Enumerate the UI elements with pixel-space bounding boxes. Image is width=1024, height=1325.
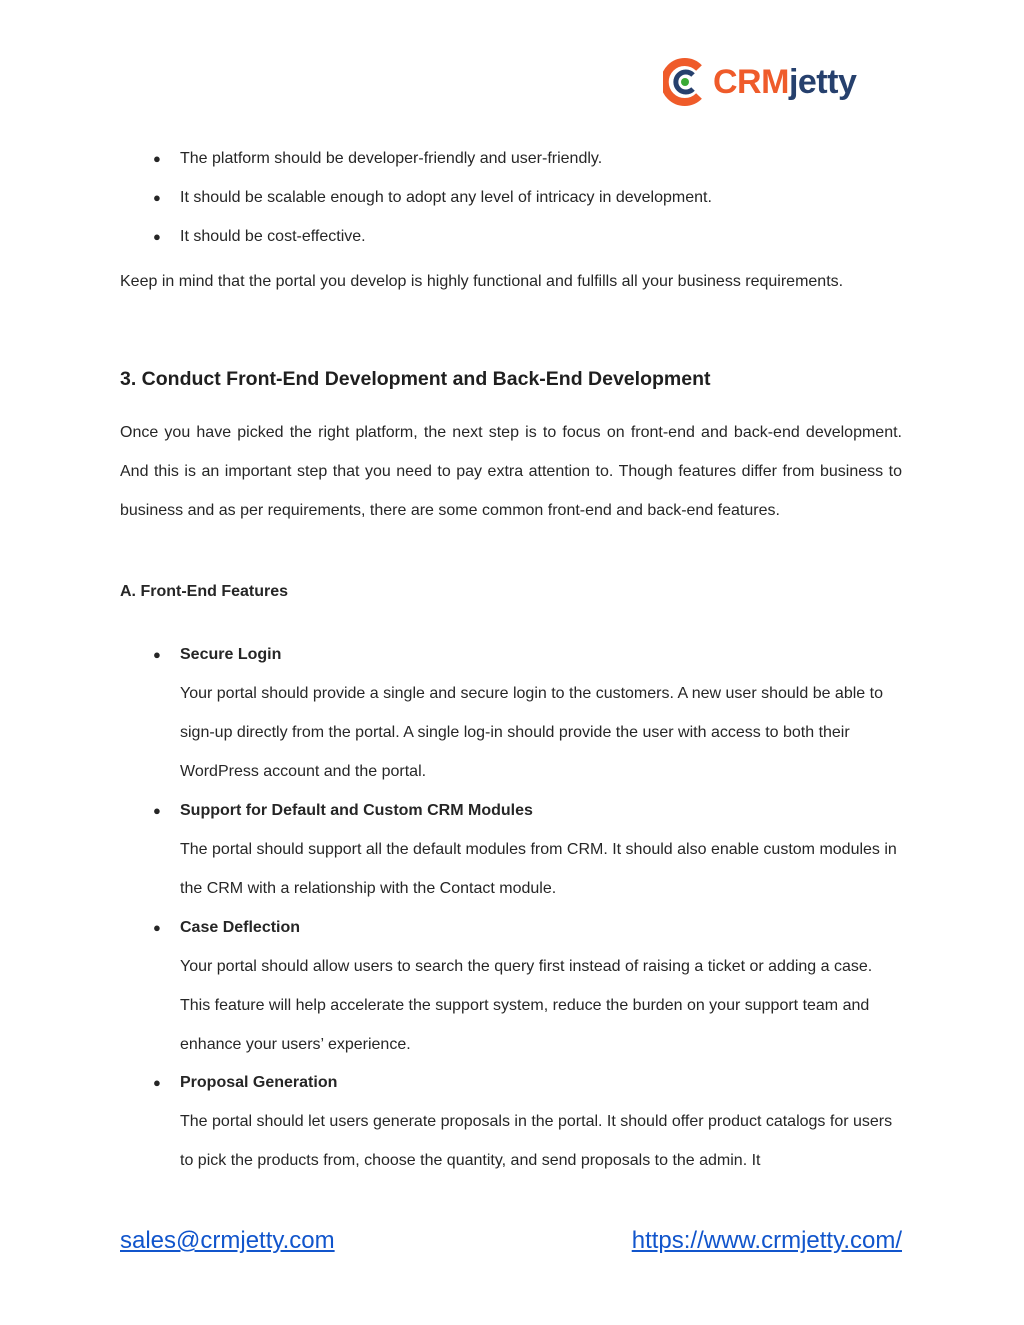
requirements-list <box>120 139 902 256</box>
footer-website-link[interactable]: https://www.crmjetty.com/ <box>631 1227 902 1254</box>
section-heading: 3. Conduct Front-End Development and Back-End Development <box>120 368 711 390</box>
bullet-icon: ● <box>153 190 161 205</box>
feature-crm-modules <box>120 791 902 908</box>
paragraph-front-back-end: Once you have picked the right platform, the next step is to focus on front-end and back-end development. And this is an important step that you need to pay extra attention to. Though features differ from business to business and as per requirements, there are some common front-end and back-end features. <box>120 424 902 519</box>
list-item: ● The platform should be developer-friendly and user-friendly. <box>120 139 902 178</box>
bullet-icon: ● <box>153 151 161 166</box>
logo-wordmark <box>713 65 856 99</box>
feature-title: Proposal Generation <box>180 1074 338 1091</box>
feature-description: Your portal should allow users to search the query first instead of raising a ticket or adding a case. This feature will help accelerate the support system, reduce the burden on your support team and enhance your users’ experience. <box>180 958 873 1053</box>
crmjetty-logo-icon <box>663 58 707 106</box>
feature-title: Case Deflection <box>180 919 301 936</box>
feature-secure-login <box>120 635 902 791</box>
feature-title: Secure Login <box>180 646 282 663</box>
bullet-icon: ● <box>153 647 161 662</box>
feature-description: The portal should let users generate proposals in the portal. It should offer product catalogs for users to pick the products from, choose the quantity, and send proposals to the admin. It <box>180 1113 893 1169</box>
paragraph-keep-in-mind: Keep in mind that the portal you develop is highly functional and fulfills all your business requirements. <box>120 273 844 290</box>
feature-proposal-generation <box>120 1063 902 1180</box>
logo-crm-text: CRM <box>713 63 789 101</box>
feature-title: Support for Default and Custom CRM Modules <box>180 802 533 819</box>
logo-jetty-text: jetty <box>788 63 857 101</box>
feature-description: Your portal should provide a single and secure login to the customers. A new user should be able to sign-up directly from the portal. A single log-in should provide the user with access to both their WordPress account and the portal. <box>180 685 883 780</box>
bullet-icon: ● <box>153 920 161 935</box>
subheading-front-end-features: A. Front-End Features <box>120 583 289 600</box>
footer-email-link[interactable]: sales@crmjetty.com <box>120 1227 335 1254</box>
crmjetty-logo <box>663 58 856 106</box>
feature-description: The portal should support all the default modules from CRM. It should also enable custom modules in the CRM with a relationship with the Contact module. <box>180 841 897 897</box>
list-item: ● It should be cost-effective. <box>120 217 902 256</box>
bullet-icon: ● <box>153 1075 161 1090</box>
bullet-icon: ● <box>153 229 161 244</box>
list-item: ● It should be scalable enough to adopt any level of intricacy in development. <box>120 178 902 217</box>
feature-case-deflection <box>120 908 902 1064</box>
bullet-icon: ● <box>153 803 161 818</box>
